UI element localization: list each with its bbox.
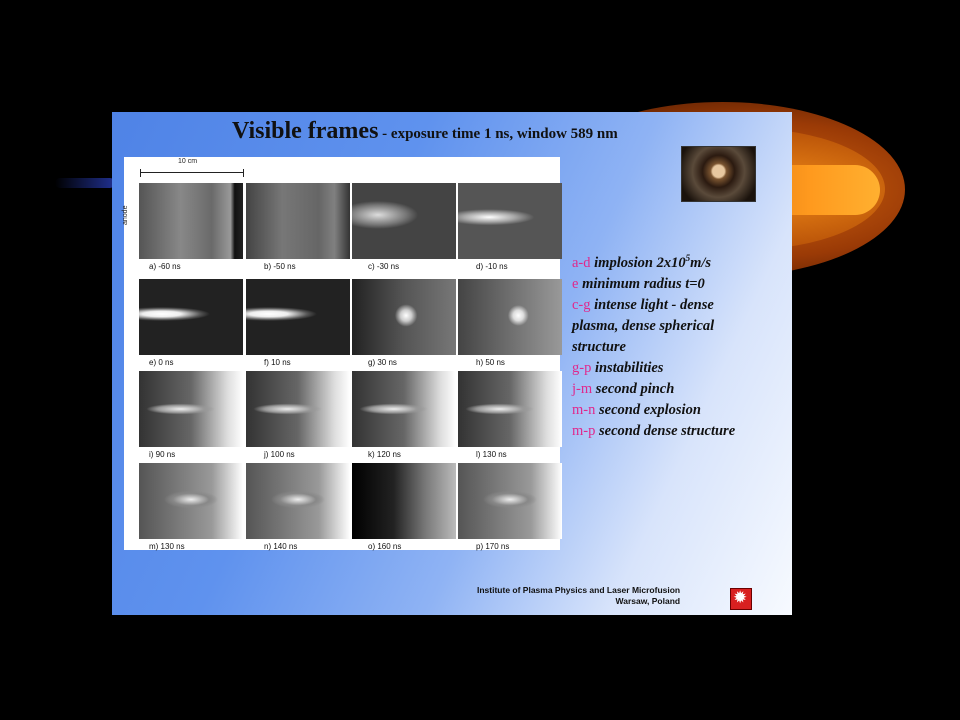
slide-title xyxy=(232,118,618,145)
note-text: instabilities xyxy=(591,359,664,376)
frame-label: n) 140 ns xyxy=(264,542,298,551)
frame-image xyxy=(139,279,243,355)
scale-bar xyxy=(140,172,244,173)
note-line xyxy=(572,421,787,442)
institute-credit xyxy=(477,585,680,607)
frame-image xyxy=(458,279,562,355)
note-text: structure xyxy=(572,338,626,355)
frame-image xyxy=(139,183,243,259)
institute-logo-icon xyxy=(730,588,752,610)
frame-label: p) 170 ns xyxy=(476,542,510,551)
frame-label: j) 100 ns xyxy=(264,450,295,459)
frames-figure xyxy=(124,157,560,550)
note-line xyxy=(572,379,787,400)
frame-label: f) 10 ns xyxy=(264,358,291,367)
frame-image xyxy=(246,279,350,355)
institute-line-1: Institute of Plasma Physics and Laser Microfusion xyxy=(477,585,681,595)
device-photo xyxy=(681,146,756,202)
frame-label: m) 130 ns xyxy=(149,542,185,551)
frame-image xyxy=(352,183,456,259)
note-line xyxy=(572,274,787,295)
scale-label: 10 cm xyxy=(178,158,198,165)
frame-label: a) -60 ns xyxy=(149,262,181,271)
title-sub: exposure time 1 ns, window 589 nm xyxy=(390,126,618,142)
frame-image xyxy=(458,183,562,259)
note-line xyxy=(572,295,787,316)
note-text: implosion 2x10 xyxy=(590,254,686,271)
note-sup: 5 xyxy=(685,253,691,263)
note-key: m-p xyxy=(572,422,596,439)
note-key: j-m xyxy=(572,380,593,397)
note-line xyxy=(572,400,787,421)
frame-label: c) -30 ns xyxy=(368,262,400,271)
note-line xyxy=(572,337,787,358)
note-text: second dense structure xyxy=(595,422,736,439)
frame-image xyxy=(246,463,350,539)
frame-label: d) -10 ns xyxy=(476,262,508,271)
frame-label: b) -50 ns xyxy=(264,262,296,271)
note-tail: m/s xyxy=(690,254,712,271)
note-key: g-p xyxy=(572,359,592,376)
frame-image xyxy=(352,279,456,355)
note-text: plasma, dense spherical xyxy=(572,317,715,334)
note-line xyxy=(572,358,787,379)
frame-image xyxy=(139,371,243,447)
frame-label: h) 50 ns xyxy=(476,358,505,367)
note-text: intense light - dense xyxy=(590,296,714,313)
frame-image xyxy=(458,463,562,539)
title-dash: - xyxy=(378,126,391,142)
note-key: e xyxy=(572,275,579,292)
note-text: second explosion xyxy=(595,401,701,418)
frame-image xyxy=(139,463,243,539)
frame-label: l) 130 ns xyxy=(476,450,507,459)
frame-label: e) 0 ns xyxy=(149,358,174,367)
frame-label: o) 160 ns xyxy=(368,542,402,551)
frame-image xyxy=(246,183,350,259)
frame-label: k) 120 ns xyxy=(368,450,401,459)
frame-label: g) 30 ns xyxy=(368,358,397,367)
note-line xyxy=(572,248,787,274)
frame-image xyxy=(352,463,456,539)
frame-image xyxy=(352,371,456,447)
note-key: m-n xyxy=(572,401,596,418)
institute-line-2: Warsaw, Poland xyxy=(615,596,681,606)
anode-label: anode xyxy=(122,205,129,225)
note-line xyxy=(572,316,787,337)
note-text: second pinch xyxy=(592,380,675,397)
background-blue-streak xyxy=(55,178,115,188)
note-key: c-g xyxy=(572,296,591,313)
frame-image xyxy=(458,371,562,447)
note-key: a-d xyxy=(572,254,591,271)
note-text: minimum radius t=0 xyxy=(578,275,705,292)
frame-image xyxy=(246,371,350,447)
title-main: Visible frames xyxy=(232,118,379,144)
frame-label: i) 90 ns xyxy=(149,450,176,459)
slide xyxy=(112,112,792,615)
notes-list xyxy=(572,248,787,442)
